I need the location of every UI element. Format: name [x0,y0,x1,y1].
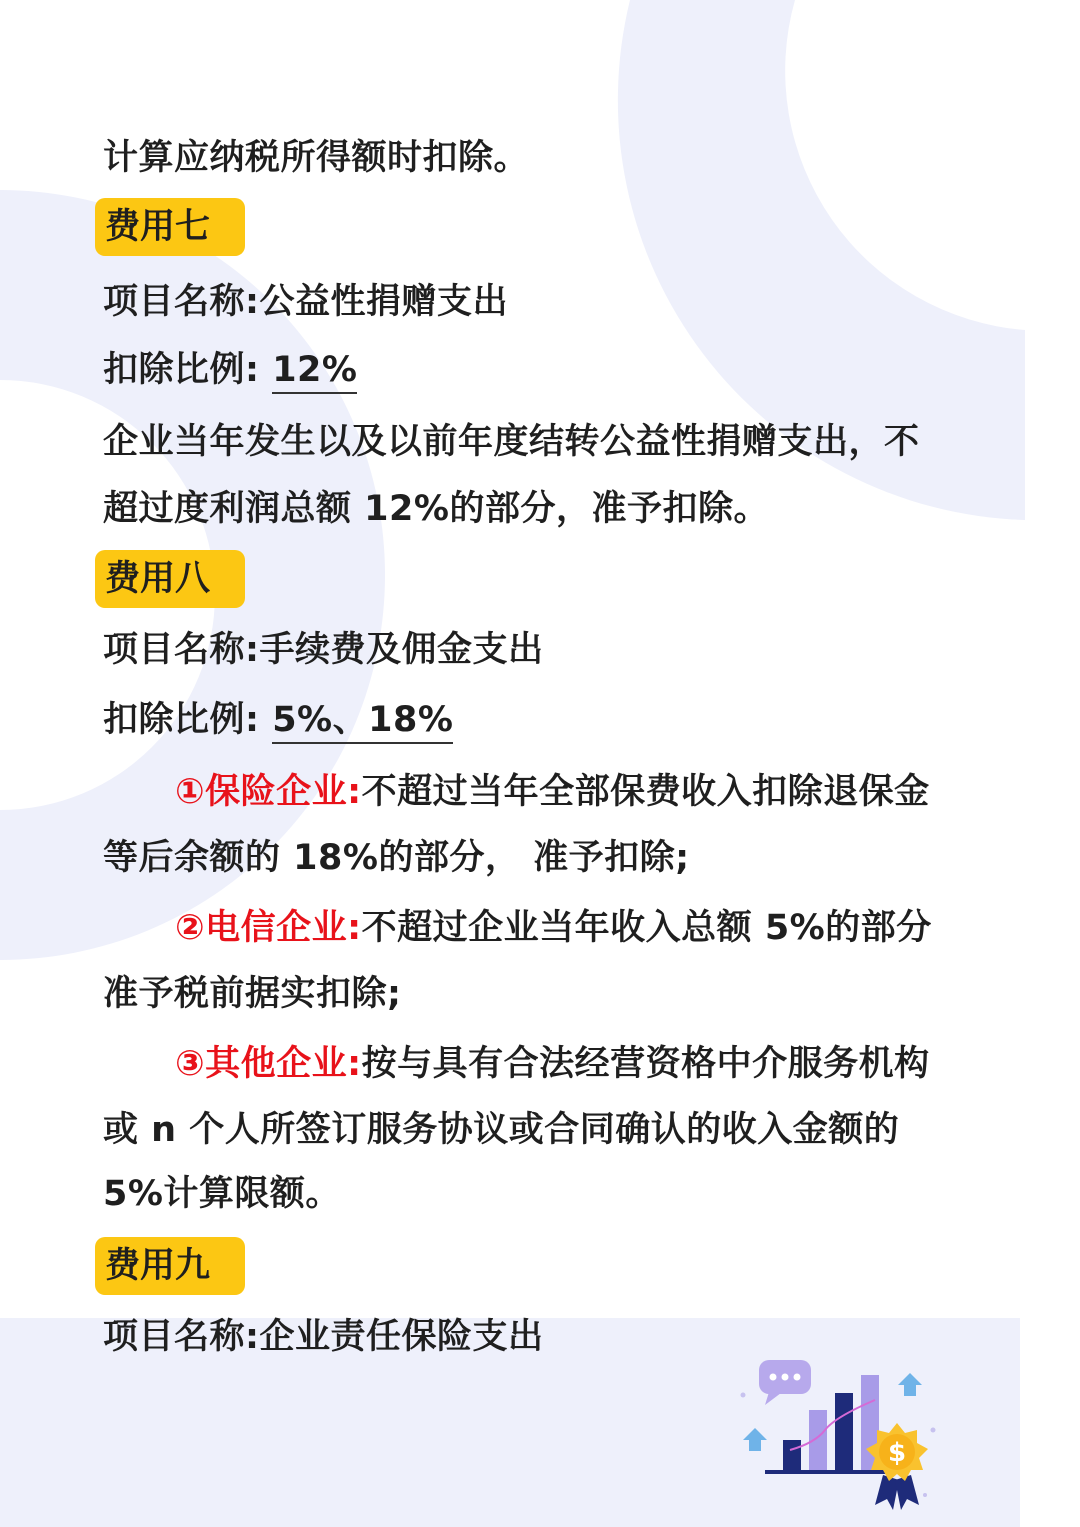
telecom-line [175,904,932,952]
section-tag-9: 费用九 [95,1237,245,1295]
description-line: 企业当年发生以及以前年度结转公益性捐赠支出，不 [103,422,920,462]
chat-bubble-icon [759,1360,811,1405]
item-name-label: 项目名称: [103,282,260,322]
insurance-line [175,768,930,816]
other-line [175,1040,930,1088]
finance-illustration [735,1355,945,1515]
item-name-7 [103,278,508,326]
item-name-label: 项目名称: [103,1317,260,1357]
text-line: 计算应纳税所得额时扣除。 [103,138,530,178]
other-line-cont: 5%计算限额。 [103,1174,341,1214]
deduction-ratio-8 [103,696,453,744]
telecom-line-cont: 准予税前据实扣除; [103,974,402,1014]
item-name-label: 项目名称: [103,630,260,670]
insurance-line-cont: 等后余额的 18%的部分， 准予扣除; [103,838,690,878]
deduction-ratio-7 [103,346,357,394]
telecom-text: 不超过企业当年收入总额 5%的部分 [361,908,932,948]
item-name-value: 手续费及佣金支出 [259,630,544,670]
other-label: ③其他企业: [175,1044,362,1084]
item-name-value: 企业责任保险支出 [259,1317,544,1357]
insurance-text: 不超过当年全部保费收入扣除退保金 [361,772,930,812]
other-line-cont: 或 n 个人所签订服务协议或合同确认的收入金额的 [103,1110,900,1150]
item-name-8 [103,626,544,674]
ratio-value: 5%、18% [272,700,453,744]
ratio-label: 扣除比例: [103,350,260,390]
svg-text:$: $ [887,1438,907,1468]
section-tag-7: 费用七 [95,198,245,256]
item-name-value: 公益性捐赠支出 [259,282,509,322]
section-tag-8: 费用八 [95,550,245,608]
item-name-9 [103,1313,544,1361]
other-text: 按与具有合法经营资格中介服务机构 [361,1044,930,1084]
insurance-label: ①保险企业: [175,772,362,812]
ratio-value: 12% [272,350,357,394]
description-line: 超过度利润总额 12%的部分，准予扣除。 [103,489,769,529]
ratio-label: 扣除比例: [103,700,260,740]
telecom-label: ②电信企业: [175,908,362,948]
